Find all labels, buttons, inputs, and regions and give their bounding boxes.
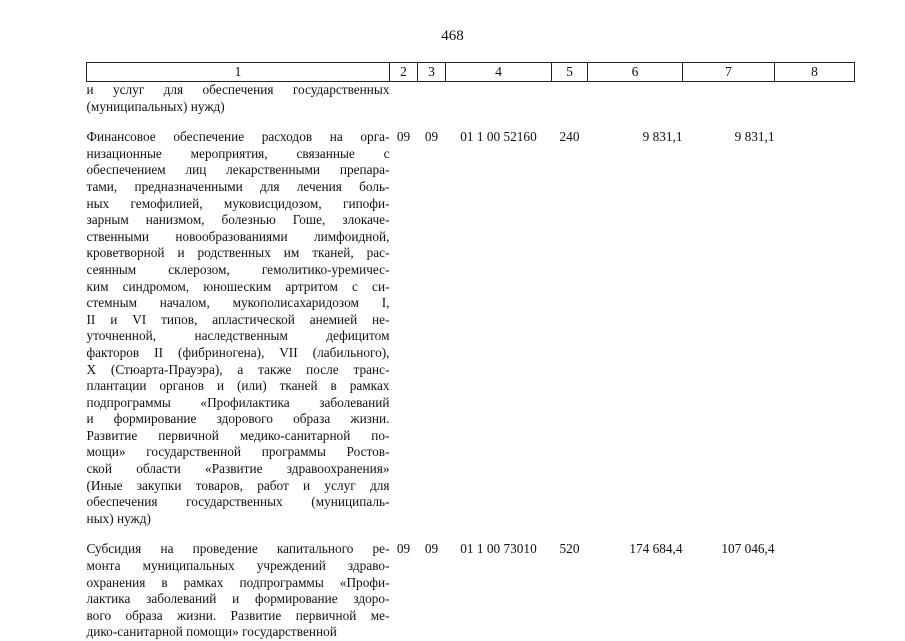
description-line: и услуг для обеспечения государственных bbox=[86, 82, 390, 97]
section-code: 09 bbox=[396, 541, 411, 557]
row-description bbox=[87, 82, 390, 116]
budget-table bbox=[86, 62, 855, 641]
column-number-header bbox=[87, 63, 855, 82]
table-row bbox=[87, 82, 855, 116]
amount-col-8 bbox=[775, 82, 855, 116]
description-line: тами, предназначенными для лечения боль- bbox=[86, 178, 390, 194]
description-line: мощи» государственной программы Ростов- bbox=[86, 444, 390, 460]
amount-col-6: 174 684,4 bbox=[629, 541, 683, 557]
row-description bbox=[87, 541, 390, 641]
amount-col-6: 9 831,1 bbox=[642, 129, 683, 145]
header-col-3: 3 bbox=[418, 63, 446, 82]
description-line: сеянным склерозом, гемолитико-уремичес- bbox=[86, 261, 390, 277]
description-line: охранения в рамках подпрограммы «Профи- bbox=[86, 574, 390, 590]
description-line: Развитие первичной медико-санитарной по- bbox=[86, 427, 390, 443]
description-line: Финансовое обеспечение расходов на орга- bbox=[86, 129, 390, 145]
description-line: вого образа жизни. Развитие первичной ме- bbox=[86, 607, 390, 623]
expense-type-code: 520 bbox=[559, 541, 580, 557]
expense-type-code bbox=[552, 82, 588, 116]
description-line: уточненной, наследственным дефицитом bbox=[86, 328, 390, 344]
description-line: плантации органов и (или) тканей в рамках bbox=[86, 378, 390, 394]
description-line: Субсидия на проведение капитального ре- bbox=[86, 541, 390, 557]
target-article-code: 01 1 00 52160 bbox=[460, 129, 537, 145]
description-line: низационные мероприятия, связанные с bbox=[86, 145, 390, 161]
description-line: ской области «Развитие здравоохранения» bbox=[86, 461, 390, 477]
description-line: X (Стюарта-Прауэра), а также после транс- bbox=[86, 361, 390, 377]
header-col-8: 8 bbox=[775, 63, 855, 82]
amount-col-7: 107 046,4 bbox=[721, 541, 775, 557]
header-col-2: 2 bbox=[390, 63, 418, 82]
amount-col-8 bbox=[775, 541, 855, 641]
row-spacer-cell bbox=[87, 115, 855, 129]
description-line: монта муниципальных учреждений здраво- bbox=[86, 558, 390, 574]
description-line: лактика заболеваний и формирование здоро- bbox=[86, 591, 390, 607]
header-col-1: 1 bbox=[87, 63, 390, 82]
amount-col-8 bbox=[775, 129, 855, 527]
description-line: II и VI типов, апластической анемией не- bbox=[86, 311, 390, 327]
row-spacer bbox=[87, 527, 855, 541]
header-col-5: 5 bbox=[552, 63, 588, 82]
description-line: ных) нужд) bbox=[86, 510, 151, 526]
amount-col-7: 9 831,1 bbox=[734, 129, 775, 145]
description-line: стемным началом, мукополисахаридозом I, bbox=[86, 295, 390, 311]
row-spacer-cell bbox=[87, 527, 855, 541]
description-line: обеспечением лиц лекарственными препара- bbox=[86, 162, 390, 178]
description-line: (Иные закупки товаров, работ и услуг для bbox=[86, 477, 390, 493]
target-article-code bbox=[446, 82, 552, 116]
description-line: дико-санитарной помощи» государственной bbox=[86, 624, 337, 640]
description-line: обеспечения государственных (муниципаль- bbox=[86, 494, 390, 510]
description-line: подпрограммы «Профилактика заболеваний bbox=[86, 394, 390, 410]
row-spacer bbox=[87, 115, 855, 129]
target-article-code: 01 1 00 73010 bbox=[460, 541, 537, 557]
header-col-6: 6 bbox=[588, 63, 683, 82]
description-line: и формирование здорового образа жизни. bbox=[86, 411, 390, 427]
section-code: 09 bbox=[396, 129, 411, 145]
header-col-7: 7 bbox=[683, 63, 775, 82]
amount-col-7 bbox=[683, 82, 775, 116]
row-description bbox=[87, 129, 390, 527]
amount-col-6 bbox=[588, 82, 683, 116]
header-col-4: 4 bbox=[446, 63, 552, 82]
description-line: кроветворной и родственных им тканей, рас- bbox=[86, 245, 390, 261]
description-line: зарным нанизмом, болезнью Гоше, злокаче- bbox=[86, 212, 390, 228]
description-line: ных гемофилией, муковисцидозом, гипофи- bbox=[86, 195, 390, 211]
subsection-code: 09 bbox=[424, 541, 439, 557]
subsection-code bbox=[418, 82, 446, 116]
table-row bbox=[87, 541, 855, 641]
description-line: (муниципальных) нужд) bbox=[86, 98, 225, 114]
section-code bbox=[390, 82, 418, 116]
description-line: ственными новообразованиями лимфоидной, bbox=[86, 228, 390, 244]
subsection-code: 09 bbox=[424, 129, 439, 145]
description-line: ким синдромом, юношеским артритом с си- bbox=[86, 278, 390, 294]
description-line: факторов II (фибриногена), VII (лабильного), bbox=[86, 344, 390, 360]
page-number: 468 bbox=[441, 28, 464, 44]
expense-type-code: 240 bbox=[559, 129, 580, 145]
table-row bbox=[87, 129, 855, 527]
